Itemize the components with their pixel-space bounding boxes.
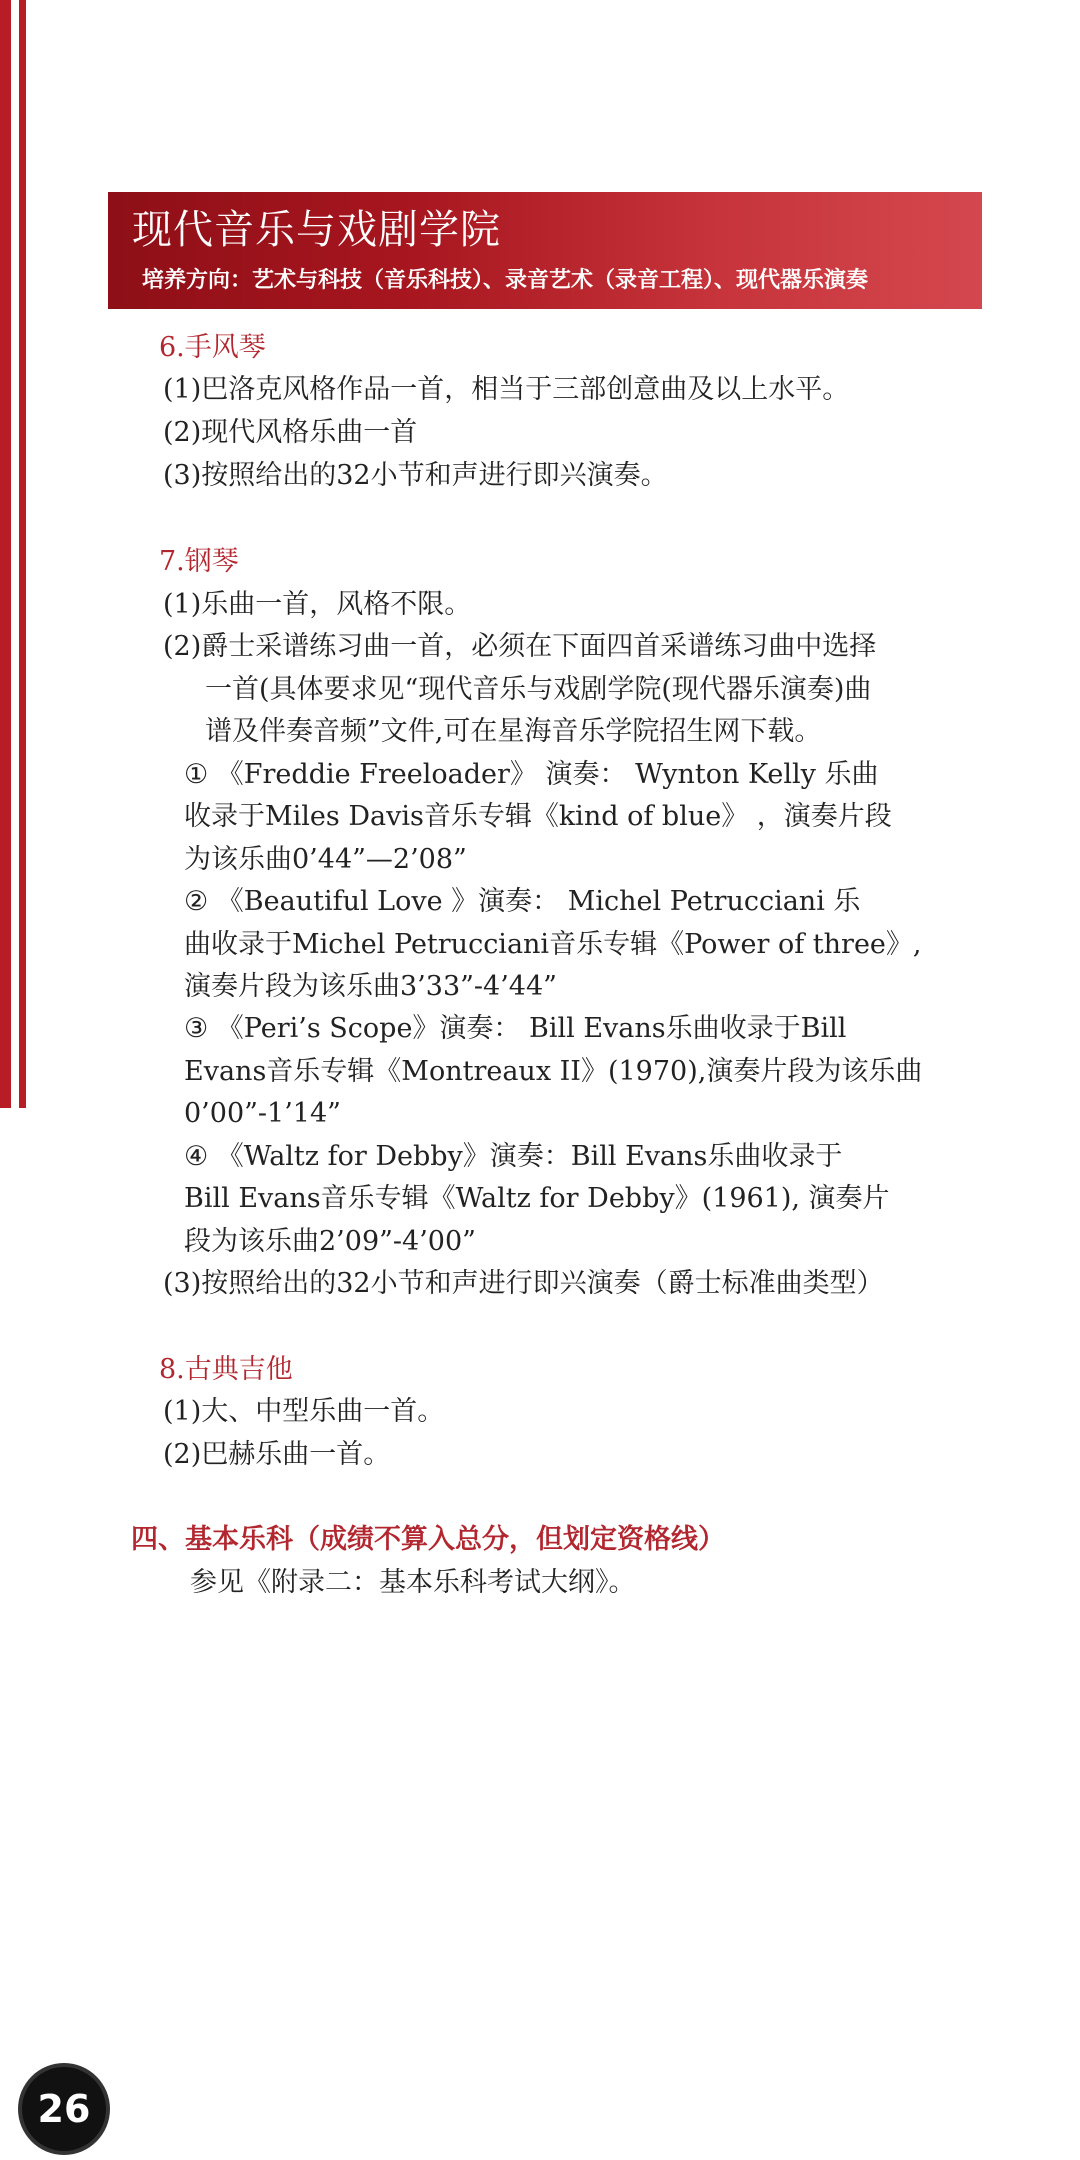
piano-heading: 7.钢琴 [159, 546, 239, 577]
accordion-item: (3)按照给出的32小节和声进行即兴演奏。 [163, 460, 668, 491]
piano-option-line: 段为该乐曲2’09”-4’00” [184, 1226, 476, 1257]
piano-item: (1)乐曲一首，风格不限。 [163, 589, 472, 620]
piano-option-line: ④ 《Waltz for Debby》演奏：Bill Evans乐曲收录于 [184, 1141, 843, 1172]
piano-option-line: 演奏片段为该乐曲3’33”-4’44” [184, 971, 557, 1002]
piano-option-line: 收录于Miles Davis音乐专辑《kind of blue》 ，演奏片段 [184, 801, 892, 832]
header-subtitle: 培养方向：艺术与科技（音乐科技）、录音艺术（录音工程）、现代器乐演奏 [142, 268, 869, 293]
guitar-heading: 8.古典吉他 [159, 1354, 293, 1385]
piano-option-line: 为该乐曲0’44”—2’08” [184, 844, 467, 875]
basic-theory-note: 参见《附录二：基本乐科考试大纲》。 [190, 1567, 636, 1598]
left-decorative-bar [0, 0, 11, 1108]
piano-option-line: ② 《Beautiful Love 》演奏： Michel Petrucciani 乐 [184, 886, 861, 917]
piano-item: (2)爵士采谱练习曲一首，必须在下面四首采谱练习曲中选择 [163, 631, 877, 662]
piano-option-line: ① 《Freddie Freeloader》 演奏： Wynton Kelly 乐曲 [184, 759, 879, 790]
header-title: 现代音乐与戏剧学院 [132, 207, 501, 253]
piano-option-line: ③ 《Peri’s Scope》演奏： Bill Evans乐曲收录于Bill [184, 1013, 847, 1044]
piano-option-line: 0’00”-1’14” [184, 1098, 341, 1129]
accordion-heading: 6.手风琴 [159, 332, 266, 363]
basic-theory-heading: 四、基本乐科（成绩不算入总分，但划定资格线） [131, 1524, 725, 1555]
guitar-item: (2)巴赫乐曲一首。 [163, 1439, 391, 1470]
page-number: 26 [37, 2087, 91, 2131]
guitar-item: (1)大、中型乐曲一首。 [163, 1396, 445, 1427]
piano-option-line: 曲收录于Michel Petrucciani音乐专辑《Power of three》, [184, 929, 922, 960]
piano-item-continued: 一首(具体要求见“现代音乐与戏剧学院(现代器乐演奏)曲 [205, 674, 872, 705]
section-header-banner [108, 192, 982, 309]
accordion-item: (1)巴洛克风格作品一首，相当于三部创意曲及以上水平。 [163, 374, 850, 405]
accordion-item: (2)现代风格乐曲一首 [163, 417, 418, 448]
piano-option-line: Bill Evans音乐专辑《Waltz for Debby》(1961), 演奏片 [184, 1183, 890, 1214]
piano-item: (3)按照给出的32小节和声进行即兴演奏（爵士标准曲类型） [163, 1268, 884, 1299]
left-decorative-bar-thin [19, 0, 26, 1108]
piano-item-continued: 谱及伴奏音频”文件,可在星海音乐学院招生网下载。 [205, 716, 822, 747]
piano-option-line: Evans音乐专辑《Montreaux II》(1970),演奏片段为该乐曲 [184, 1056, 923, 1087]
